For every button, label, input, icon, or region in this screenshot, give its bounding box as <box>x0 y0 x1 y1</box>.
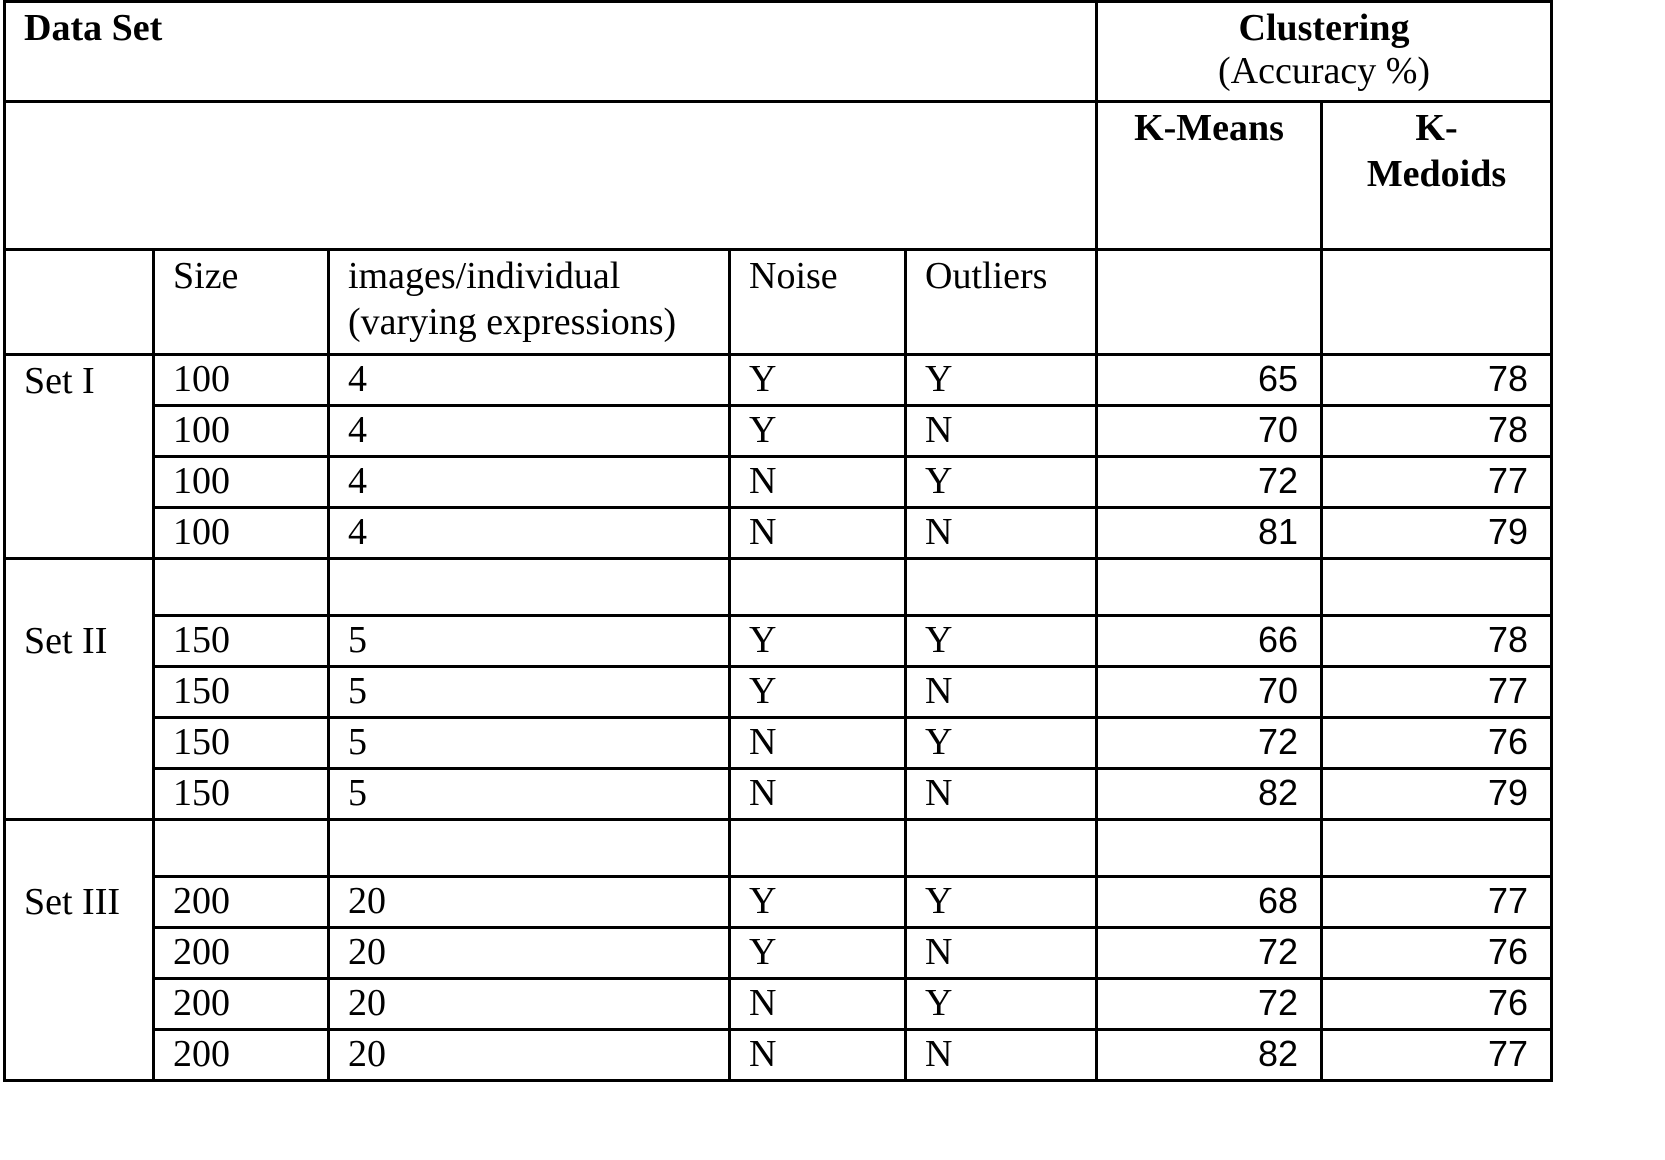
outliers-cell: Y <box>906 457 1097 508</box>
outliers-cell: N <box>906 508 1097 559</box>
set-label: Set I <box>5 355 154 559</box>
outliers-cell: N <box>906 769 1097 820</box>
spacer-cell <box>154 820 329 877</box>
kmedoids-cell: 77 <box>1322 1030 1552 1081</box>
noise-cell: N <box>730 718 906 769</box>
table-row <box>5 667 1552 718</box>
images-cell: 4 <box>329 355 730 406</box>
table-row <box>5 1030 1552 1081</box>
table-row <box>5 979 1552 1030</box>
spacer-cell <box>329 559 730 616</box>
images-cell: 4 <box>329 406 730 457</box>
data-set-header: Data Set <box>5 2 1097 102</box>
kmedoids-cell: 77 <box>1322 457 1552 508</box>
kmedoids-cell: 78 <box>1322 616 1552 667</box>
table-row <box>5 355 1552 406</box>
size-cell: 150 <box>154 769 329 820</box>
noise-cell: Y <box>730 616 906 667</box>
size-cell: 150 <box>154 718 329 769</box>
noise-cell: Y <box>730 928 906 979</box>
images-cell: 4 <box>329 508 730 559</box>
size-cell: 100 <box>154 457 329 508</box>
kmedoids-cell: 79 <box>1322 508 1552 559</box>
outliers-cell: Y <box>906 877 1097 928</box>
outliers-cell: N <box>906 667 1097 718</box>
spacer-cell <box>906 820 1097 877</box>
spacer-cell <box>1322 820 1552 877</box>
table-row <box>5 769 1552 820</box>
table-row <box>5 508 1552 559</box>
kmeans-cell: 68 <box>1097 877 1322 928</box>
outliers-cell: N <box>906 928 1097 979</box>
table-row <box>5 718 1552 769</box>
images-cell: 5 <box>329 667 730 718</box>
noise-cell: Y <box>730 406 906 457</box>
spacer-row <box>5 559 1552 616</box>
kmedoids-header <box>1322 102 1552 250</box>
noise-header: Noise <box>730 250 906 355</box>
noise-cell: Y <box>730 667 906 718</box>
noise-cell: N <box>730 769 906 820</box>
kmeans-cell: 82 <box>1097 1030 1322 1081</box>
kmedoids-cell: 79 <box>1322 769 1552 820</box>
noise-cell: N <box>730 979 906 1030</box>
kmeans-cell: 65 <box>1097 355 1322 406</box>
outliers-cell: N <box>906 406 1097 457</box>
kmeans-cell: 66 <box>1097 616 1322 667</box>
table-row <box>5 406 1552 457</box>
images-cell: 20 <box>329 877 730 928</box>
kmeans-header-blank <box>1097 250 1322 355</box>
spacer-cell <box>154 559 329 616</box>
images-cell: 5 <box>329 616 730 667</box>
kmedoids-cell: 78 <box>1322 406 1552 457</box>
size-cell: 200 <box>154 877 329 928</box>
kmeans-cell: 81 <box>1097 508 1322 559</box>
images-label-line1: images/individual <box>348 255 621 297</box>
size-cell: 200 <box>154 1030 329 1081</box>
noise-cell: Y <box>730 355 906 406</box>
kmeans-header: K-Means <box>1097 102 1322 250</box>
spacer-cell <box>730 820 906 877</box>
noise-cell: Y <box>730 877 906 928</box>
kmedoids-label-line2: Medoids <box>1366 153 1507 195</box>
kmedoids-cell: 77 <box>1322 667 1552 718</box>
spacer-cell <box>5 820 154 877</box>
kmeans-cell: 70 <box>1097 406 1322 457</box>
spacer-cell <box>329 820 730 877</box>
spacer-row <box>5 820 1552 877</box>
clustering-header <box>1097 2 1552 102</box>
kmedoids-cell: 76 <box>1322 718 1552 769</box>
clustering-label: Clustering <box>1238 7 1410 49</box>
table-row <box>5 616 1552 667</box>
size-cell: 200 <box>154 928 329 979</box>
set-label: Set III <box>5 877 154 1081</box>
images-cell: 20 <box>329 928 730 979</box>
outliers-header: Outliers <box>906 250 1097 355</box>
results-table <box>3 0 1553 1082</box>
kmedoids-label-line1: K- <box>1415 107 1458 149</box>
noise-cell: N <box>730 508 906 559</box>
size-header: Size <box>154 250 329 355</box>
kmeans-cell: 70 <box>1097 667 1322 718</box>
noise-cell: N <box>730 1030 906 1081</box>
accuracy-label: (Accuracy %) <box>1217 50 1431 92</box>
set-label: Set II <box>5 616 154 820</box>
method-row <box>5 102 1552 250</box>
column-header-row <box>5 250 1552 355</box>
size-cell: 200 <box>154 979 329 1030</box>
kmeans-cell: 82 <box>1097 769 1322 820</box>
images-cell: 5 <box>329 769 730 820</box>
images-header <box>329 250 730 355</box>
table-row <box>5 928 1552 979</box>
kmedoids-header-blank <box>1322 250 1552 355</box>
size-cell: 100 <box>154 355 329 406</box>
images-cell: 20 <box>329 1030 730 1081</box>
kmeans-cell: 72 <box>1097 979 1322 1030</box>
images-cell: 4 <box>329 457 730 508</box>
outliers-cell: Y <box>906 355 1097 406</box>
spacer-cell <box>730 559 906 616</box>
kmeans-cell: 72 <box>1097 928 1322 979</box>
spacer-cell <box>1097 559 1322 616</box>
outliers-cell: Y <box>906 718 1097 769</box>
document-page <box>3 0 1553 1082</box>
kmedoids-cell: 78 <box>1322 355 1552 406</box>
spacer-cell <box>5 559 154 616</box>
size-cell: 100 <box>154 508 329 559</box>
spacer-cell <box>906 559 1097 616</box>
noise-cell: N <box>730 457 906 508</box>
title-row <box>5 2 1552 102</box>
images-label-line2: (varying expressions) <box>348 301 677 343</box>
kmeans-cell: 72 <box>1097 457 1322 508</box>
kmedoids-cell: 77 <box>1322 877 1552 928</box>
size-cell: 150 <box>154 616 329 667</box>
spacer-cell <box>1097 820 1322 877</box>
outliers-cell: Y <box>906 979 1097 1030</box>
table-row <box>5 457 1552 508</box>
outliers-cell: N <box>906 1030 1097 1081</box>
size-cell: 100 <box>154 406 329 457</box>
outliers-cell: Y <box>906 616 1097 667</box>
size-cell: 150 <box>154 667 329 718</box>
table-row <box>5 877 1552 928</box>
spacer-cell <box>1322 559 1552 616</box>
kmedoids-cell: 76 <box>1322 979 1552 1030</box>
images-cell: 20 <box>329 979 730 1030</box>
blank-header-cell <box>5 102 1097 250</box>
kmedoids-cell: 76 <box>1322 928 1552 979</box>
kmeans-cell: 72 <box>1097 718 1322 769</box>
set-header-blank <box>5 250 154 355</box>
images-cell: 5 <box>329 718 730 769</box>
